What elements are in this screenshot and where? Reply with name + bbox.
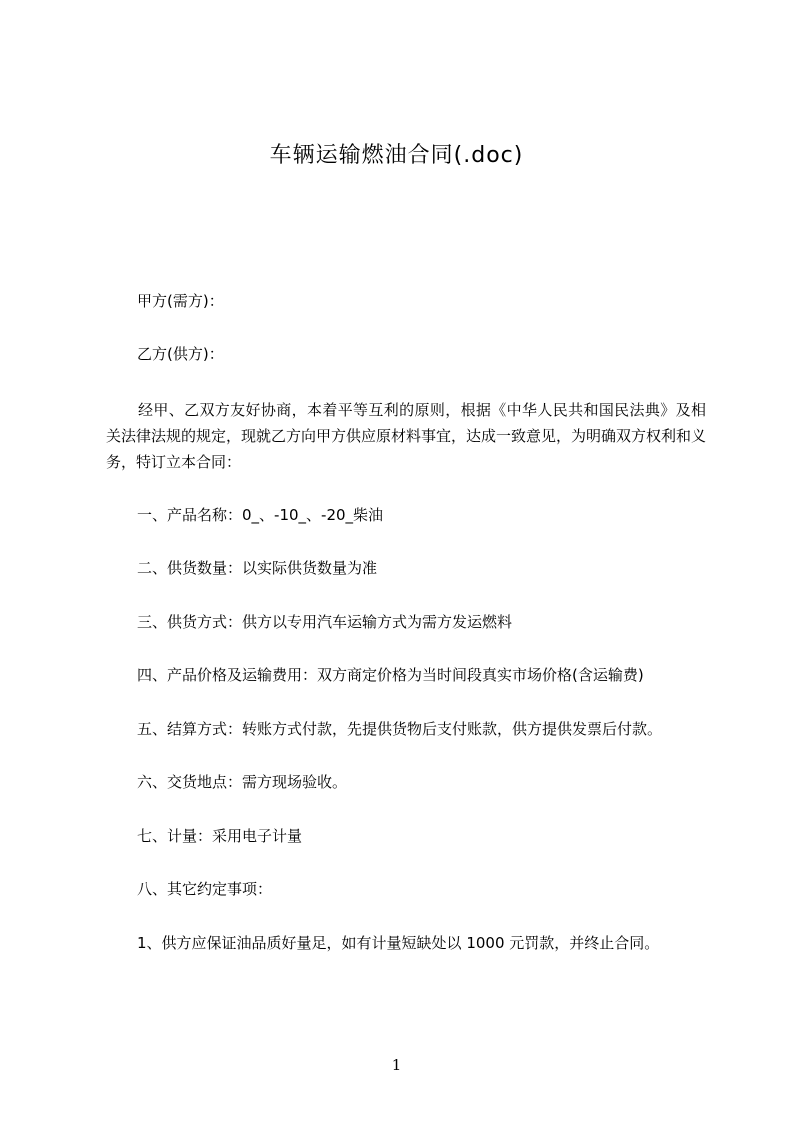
clause-other-terms: 八、其它约定事项： [137,880,273,898]
clause-delivery-location: 六、交货地点：需方现场验收。 [137,773,348,791]
clause-supply-quantity: 二、供货数量：以实际供货数量为准 [137,559,378,577]
intro-paragraph: 经甲、乙双方友好协商，本着平等互利的原则，根据《中华人民共和国民法典》及相关法律法规的规定，现就乙方向甲方供应原材料事宜，达成一致意见，为明确双方权利和义务，特订立本合同： [106,401,707,471]
clause-settlement: 五、结算方式：转账方式付款，先提供货物后支付账款，供方提供发票后付款。 [137,720,663,738]
clause-measurement: 七、计量：采用电子计量 [137,827,303,845]
clause-other-terms-item-1: 1、供方应保证油品质好量足，如有计量短缺处以 1000 元罚款，并终止合同。 [137,934,660,952]
document-title: 车辆运输燃油合同(.doc) [269,143,524,168]
clause-price-and-freight: 四、产品价格及运输费用：双方商定价格为当时间段真实市场价格(含运输费) [137,666,644,684]
party-b-line: 乙方(供方)： [137,345,224,363]
clause-supply-method: 三、供货方式：供方以专用汽车运输方式为需方发运燃料 [137,613,513,631]
clause-product-name: 一、产品名称：0_、-10_、-20_柴油 [137,506,384,524]
page-number: 1 [391,1056,402,1074]
party-a-line: 甲方(需方)： [137,292,224,310]
